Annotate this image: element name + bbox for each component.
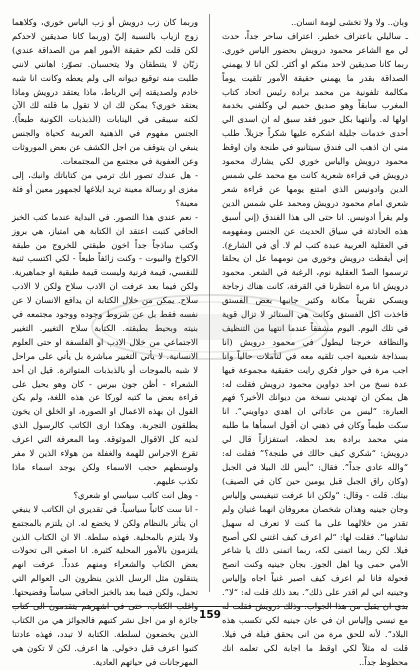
footer-rule	[12, 606, 408, 607]
text-column-left	[12, 16, 198, 670]
text-column-right	[222, 16, 408, 670]
paragraph: ـ ساليلي باعتراف خطير. اعتراف ساحر جداً، حدث لي مع الشاعر محمود درويش بحضور الياس خوري. ربما كانا صديقين لاحد منكم او أكثر. لكن انا لا يهمني الصداقة بقدر ما يهمني حقيقة الأمور تلقيت يوماً مكالمة تلفونية من محمد برادة رئيس اتحاد كتاب المغرب سابقاً وهو صديق حميم لي وكلفني بخدمة اولها له. وأنتهيا بكل حبور فقد سبق له ان اسدى الي أحدى خدمات جليلة اشكره عليها شكراً جزيلاً. طلب مني ان اذهب الى فندق سيتانيو في طنجة وان اوقظ محمود درويش والياس خوري لكي يشارك محمود درويش في قراءة شعرية كانت مع محمد علي شمس الدين وادونيس الذي امتنع يومها عن قراءة شعر شعري امام محمود درويش ومحمد علي شمس الدين ولم يقرأ ادونيس. انا حتى الى هذا الفندق (إني أسبق هذه الحادثة في سياق الحديث عن الجنس ومفهومه في العقلية العربية عبدة كتب لم لا. أي في الشارع). إني أيقظت درويش وخوري من نومهما عل ان يحلقا ترسموا الصدّ العقلية نوم، الرغبة في الشعر. محمود درويش انا مرة انتظرنا في القرفة، كانت هناك زجاجة ويسكي تقريباً مكانة وكثير جانبها بعض الفستق فاخذت اكل الفستق وكانت هي الستائر لا تزال قوية في تلك اليوم. اليوم مشفقاً عندما انتهيا من التنظيف والنظافة خرجنا ليطول في محمود درويش (انا بسذاجة شعبية اجب تلقيه معه في لتأملات حالياً وانا اجب مرة في حوار فكري رايت حقيقية مجموعة فيها عدة نسخ من احد دواوين محمود درويش فقلت له: هل يمكن ان تهديني نسخة من ديوانك الأخير؟ فهم العبارة: “ليس من عاداتي ان اهدي دواويني”. انا سكت طيماً وكان في ذهني ان أقول اسمأها ما طلبه مني محمد برادة بعد لحظة، استفزازاً قال لي درويش: “شكري كيف حالك في طنجة؟” فقلت له: “والله عادي جداً”. فقال: “أيس لك البيلا في الجبل (وكان راق الجبل قبل يومين حين كان في الصيف) بيتك. قلت - وقال: “ولكن انا عرفت تنيفيسي وإلياس وجان جينيه وهذان شخصان معروفان انهما غنيان ولم تقدر من خلالهما على ما كنت لا تعرف له سهيل تشاتهيا”. فقلت لها: “لم اعرف كيف اغتني لكي أصبح فيلا. لكن ربما اتمنى لكه، ربما اتمنى ذلك يا شاعر الأمي حمى ويا اهل الجوز. بجان جينيه وكنت انصح فحولة فانا لم اعرف كيف اصير غنياً اجاه وإلياس وجينيه اني لم اقدر على ذلك”. بعد ذلك قلت له: “لا”. بدي ان يقبل من هذا الجواب. وذلك درويش فقلت له مع تيسي وإلياس ان في عان جينيه لكي تكسب هذه البلاد”. لأنه للحق مرة من انى يحقق فيلة في فيلا. قلت له مثلاً لكي اوقظ ما اجابة لكي تعلمه انك محظوظ جداً..	[222, 30, 408, 667]
paragraph: وبان.. ولا ولا تخشى لومة انسان..	[290, 17, 408, 27]
paragraph: وربما كان زب درويش أو زب الياس خوري، وكلاهما زوج ازياب بالنسبة إليّ (وربما كانا صديقين لاحدكم لكن قلت لكم حقيقة الأمور اهم من الصداقة عندي) زبّان لا يتنطقان ولا يتحسبان. تصوّر: اهانني لانني طلبت منه توقيع ديوانه الى ولم يعطه وكانت انا شبه خادم ولصديقته إني الرباط، ماذا يعتقد درويش وماذا يعتقد خوري؟ يمكن لك ان لا تقول ما قلته لك الآن لكنه سيبقى في الينابات (الذبذبات الكونية طبعاً). الجنس مفهوم في الذهنية العربية كحياة والجنس ينبغي ان يتوقف من اجل الكشف عن بعض الموروثات وعن العفوية في مجتمع من المجتمعات.	[12, 17, 198, 167]
column-divider	[209, 14, 210, 592]
paragraph: - نعم عندي هذا التصور. في البداية عندما كتب الخبز الحافي كتبت اعتقد ان الكتابة هي امتياز، هي بروز وكتب ساذجاً جداً اخون طبقتي للخروج من طبقة الاكواخ والبيوت - وكنت زائفاً طبعاً - لكي اكتسب ثنية للنفسي، قيمة فرنية وليست قيمة طبقية او جماهيرية. ولكن فيما بعد عرفت ان الادب سلاح ولكن لا الادب سلاح. يمكن من خلال الكتابة ان يدافع الانسان لا عن نفسه فقط بل عن شروط وجوده ووجود مجتمعه في بنيته وبحيط بطبقته. الكتابة سلاح التغيير. التغيير الاجتماعي من خلال الادب او الفلسفة او حتى العلوم الانسانية. لا يأتي التغيير مباشرة بل يأتي على مراحل لا شبه بالموجات أو بالذبذبات المتواترة. قيل ان أحد الشعراء - أظن جون بيرس - كان وهو يحيل على قراءة بعض ما كتبه لوركا عن هذه اللغة، ولم يكن القول ان بهذه الاعمال او الصورة، او الخلق ان يخون يطلقون التجربة. وهكذا ارى الكاتب كالرسول الذي لديه كل الاقوال الموثوقة. وما المعرفة التي اعرف تقرع الاجراس للهمة والغفلة من هولاء الذين لا مفر ولوسطهم حجب الاسماء ولكن يوجد اسماء ماذا تكذب عليهم.	[12, 211, 198, 486]
paragraph: - انا ست كاتباً سياسياً. في تقديري ان الكاتب لا ينبغي ان يتأثر بالنظام ولكن لا يخضع له. ان يلتزم بالمجتمع ولا يلتزم بالمحلية. فهذه سلطة. الا ان الكتاب الذين يلتزمون بالأمور المحلية كثيرة. انا اصغي الى تحولات بعض الكتاب والشعراء ومنهم عدداً. عرفت انهم يتنقلون مثل الرسل الذين ينظرون الى العوالم التي تحمل، ولكن فيما بعد بالخبز الحافي سياساً وفضيحتها. واغلب الكتاب، حتى في اشهرهم يتقدمون الى كتاب جائزة او من اجل نشر كتبهم فالجوائز هي من الكتاب الذين يخضعون لسلطة. الكتابة لا تبدد، فهذه عادتنا كتبوا اعرف قبل دخولي. ها اعرف. لكن لا تكون هي المهرجانات في حياتهم العادية.	[12, 503, 198, 667]
page-number: 159	[199, 609, 221, 621]
paragraph: - هل عندك تصور انك ترمي من كتاباتك وانبك، إلى مغزى او رسالة معينة تريد ابلاغها لجمهور معين أو فئة معينة؟	[12, 169, 198, 208]
paragraph: - وهل انت كاتب سياسي او شعري؟	[73, 489, 198, 500]
